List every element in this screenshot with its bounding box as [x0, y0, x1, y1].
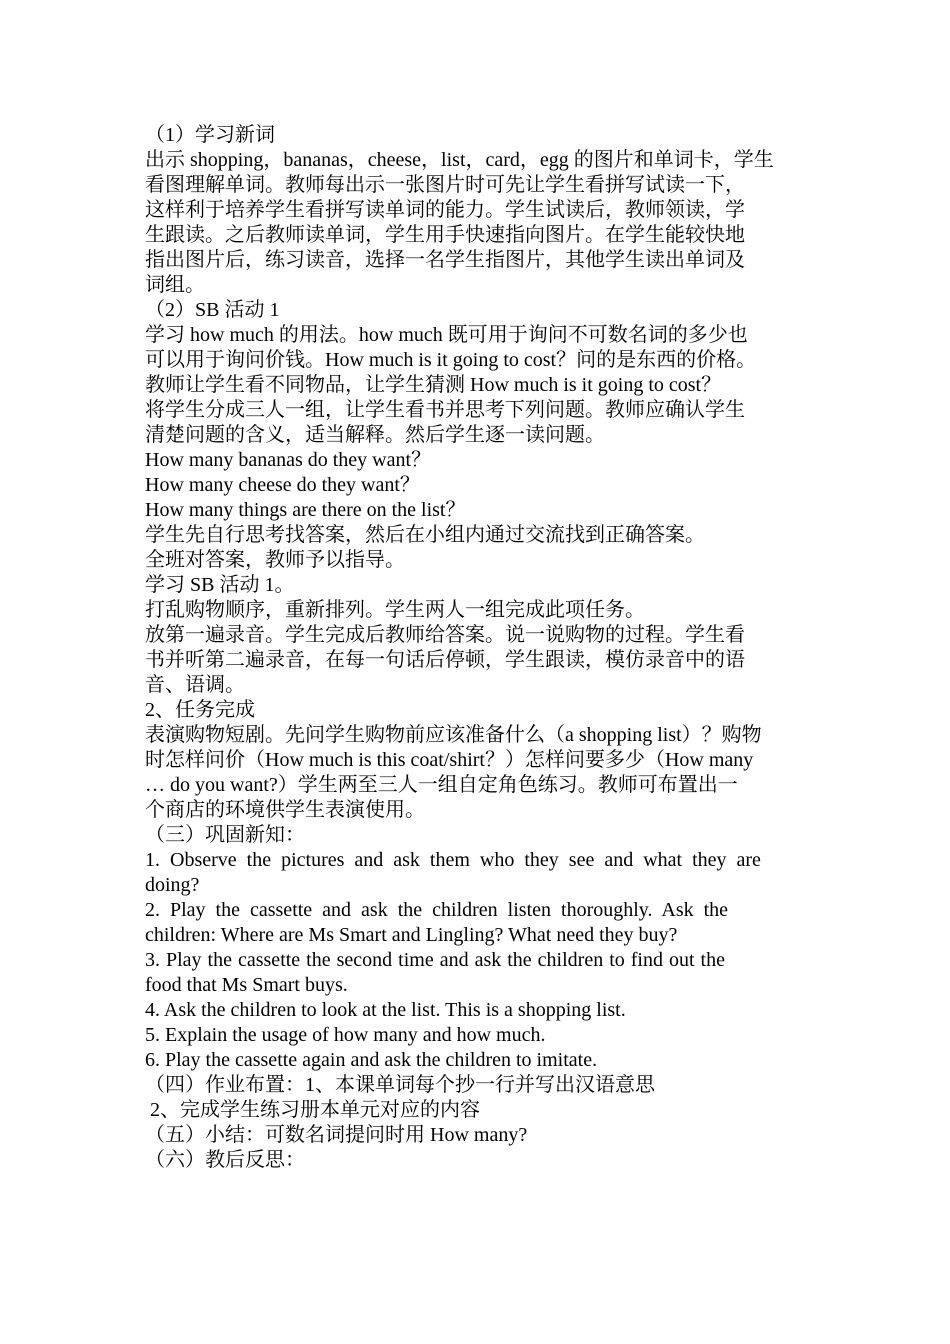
document-body — [145, 123, 807, 1173]
paragraph-line: 词组。 — [145, 274, 205, 296]
paragraph-line: 个商店的环境供学生表演使用。 — [145, 799, 425, 821]
paragraph-line: 音、语调。 — [145, 674, 245, 696]
question-line: How many things are there on the list？ — [145, 499, 466, 521]
list-item-line: 5. Explain the usage of how many and how much. — [145, 1024, 546, 1046]
paragraph-line: 清楚问题的含义，适当解释。然后学生逐一读问题。 — [145, 424, 605, 446]
paragraph-line: … do you want?）学生两至三人一组自定角色练习。教师可布置出一 — [145, 774, 738, 796]
list-item-line: 3. Play the cassette the second time and ask the children to find out the — [145, 949, 725, 971]
list-item-line: food that Ms Smart buys. — [145, 974, 348, 996]
section-heading-homework: （四）作业布置：1、本课单词每个抄一行并写出汉语意思 — [145, 1074, 655, 1096]
paragraph-line: 打乱购物顺序，重新排列。学生两人一组完成此项任务。 — [145, 599, 645, 621]
section-heading-new-words: （1）学习新词 — [145, 124, 275, 146]
list-item-line: 6. Play the cassette again and ask the children to imitate. — [145, 1049, 598, 1071]
paragraph-line: 将学生分成三人一组，让学生看书并思考下列问题。教师应确认学生 — [145, 399, 745, 421]
paragraph-line: 生跟读。之后教师读单词，学生用手快速指向图片。在学生能较快地 — [145, 224, 745, 246]
paragraph-line: 教师让学生看不同物品，让学生猜测 How much is it going to cost？ — [145, 374, 722, 396]
question-line: How many cheese do they want？ — [145, 474, 420, 496]
section-heading-consolidate: （三）巩固新知： — [145, 824, 305, 846]
paragraph-line: 2、完成学生练习册本单元对应的内容 — [145, 1099, 480, 1121]
list-item-line: children: Where are Ms Smart and Lingling? What need they buy? — [145, 924, 678, 946]
list-item-line: 4. Ask the children to look at the list. This is a shopping list. — [145, 999, 626, 1021]
paragraph-line: 这样利于培养学生看拼写读单词的能力。学生试读后，教师领读，学 — [145, 199, 745, 221]
paragraph-line: 学习 SB 活动 1。 — [145, 574, 295, 596]
section-heading-summary: （五）小结：可数名词提问时用 How many? — [145, 1124, 528, 1146]
paragraph-line: 出示 shopping，bananas，cheese，list，card，egg 的图片和单词卡，学生 — [145, 149, 774, 171]
paragraph-line: 放第一遍录音。学生完成后教师给答案。说一说购物的过程。学生看 — [145, 624, 745, 646]
paragraph-line: 时怎样问价（How much is this coat/shirt？）怎样问要多少（How many — [145, 749, 754, 771]
list-item-line: 1. Observe the pictures and ask them who they see and what they are — [145, 849, 761, 871]
paragraph-line: 指出图片后，练习读音，选择一名学生指图片，其他学生读出单词及 — [145, 249, 745, 271]
list-item-line: 2. Play the cassette and ask the children listen thoroughly. Ask the — [145, 899, 729, 921]
paragraph-line: 学生先自行思考找答案，然后在小组内通过交流找到正确答案。 — [145, 524, 705, 546]
section-heading-sb-activity: （2）SB 活动 1 — [145, 299, 280, 321]
list-item-line: doing? — [145, 874, 200, 896]
paragraph-line: 表演购物短剧。先问学生购物前应该准备什么（a shopping list）？购物 — [145, 724, 762, 746]
section-heading-task: 2、任务完成 — [145, 699, 255, 721]
paragraph-line: 全班对答案，教师予以指导。 — [145, 549, 405, 571]
paragraph-line: 可以用于询问价钱。How much is it going to cost？问的是东西的价格。 — [145, 349, 757, 371]
question-line: How many bananas do they want？ — [145, 449, 432, 471]
paragraph-line: 学习 how much 的用法。how much 既可用于询问不可数名词的多少也 — [145, 324, 748, 346]
paragraph-line: 看图理解单词。教师每出示一张图片时可先让学生看拼写试读一下， — [145, 174, 745, 196]
paragraph-line: 书并听第二遍录音，在每一句话后停顿，学生跟读，模仿录音中的语 — [145, 649, 745, 671]
section-heading-reflection: （六）教后反思： — [145, 1149, 305, 1171]
